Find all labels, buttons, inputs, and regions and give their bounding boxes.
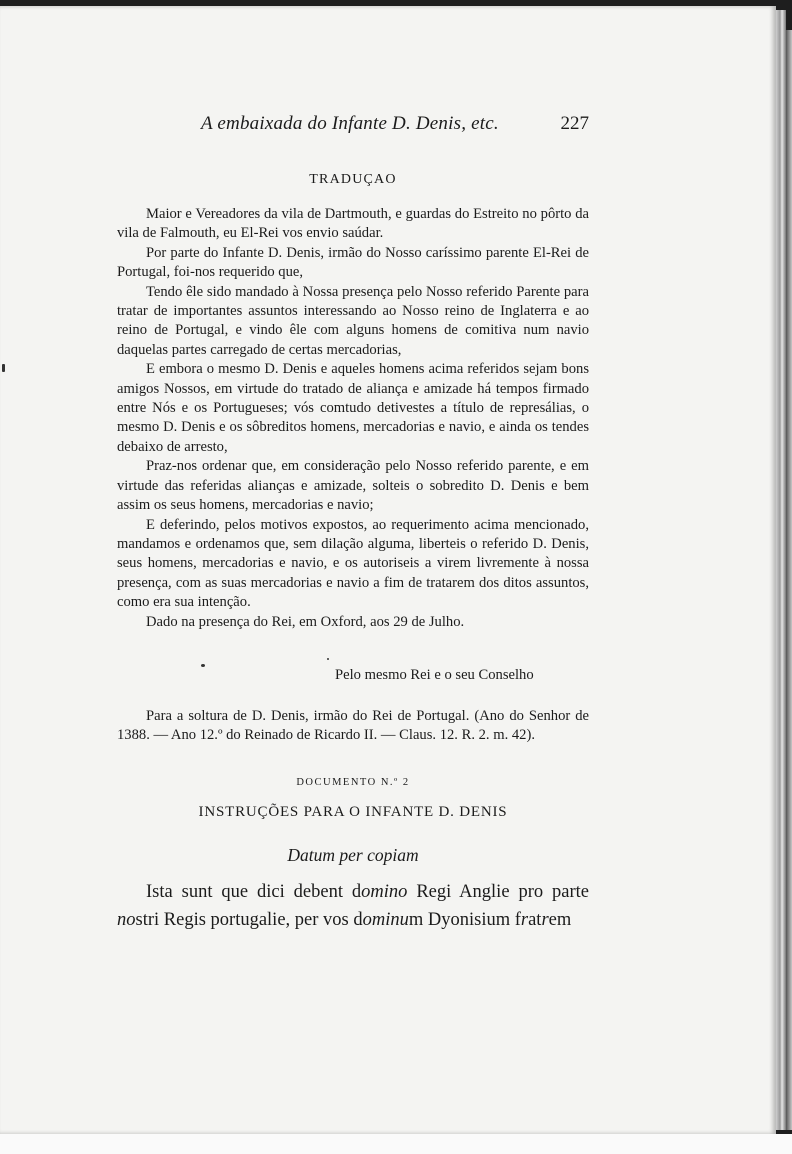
document-subtitle: Datum per copiam <box>287 845 419 865</box>
ink-speck <box>201 664 205 667</box>
paragraph: Maior e Vereadores da vila de Dartmouth, e guardas do Estreito no pôrto da vila de Falmouth, eu El-Rei vos envio saúdar. <box>117 206 589 242</box>
ink-speck <box>2 364 5 372</box>
document-heading: INSTRUÇÕES PARA O INFANTE D. DENIS <box>198 804 508 820</box>
paragraph: Por parte do Infante D. Denis, irmão do Nosso caríssimo parente El-Rei de Portugal, foi-nos requerido que, <box>117 244 589 281</box>
running-head <box>117 113 589 137</box>
page-number: 227 <box>560 113 589 134</box>
latin-text-segment: at <box>528 910 542 930</box>
latin-expansion: omino <box>361 882 408 902</box>
latin-expansion: ominu <box>362 910 409 930</box>
latin-text-segment: em <box>548 910 572 930</box>
page-edge-shadow <box>786 30 792 1130</box>
paragraph: Tendo êle sido mandado à Nossa presença pelo Nosso referido Parente para tratar de importantes assuntos interessando ao Nosso reino de Inglaterra e ao reino de Portugal, e vindo êle com alguns homens de comitiva num navio daquelas partes carregado de certas mercadorias, <box>117 283 589 358</box>
paragraph: Dado na presença do Rei, em Oxford, aos 29 de Julho. <box>146 613 465 630</box>
latin-expansion: r <box>520 910 529 930</box>
latin-expansion: no <box>117 910 136 930</box>
translation-body <box>117 205 589 632</box>
document-label: DOCUMENTO N.º 2 <box>296 777 410 788</box>
paragraph: Praz-nos ordenar que, em consideração pelo Nosso referido parente, e em virtude das referidas alianças e amizade, solteis o sobredito D. Denis e bem assim os seus homens, mercadorias e navio; <box>117 458 589 514</box>
page-bottom-margin <box>0 1134 792 1154</box>
latin-text-segment: s <box>135 910 143 930</box>
ink-speck <box>327 658 329 660</box>
archival-note <box>117 707 589 746</box>
section-title: TRADUÇAO <box>309 172 397 187</box>
note-text: Para a soltura de D. Denis, irmão do Rei de Portugal. (Ano do Senhor de 1388. — Ano 12.º do Reinado de Ricardo II. — Claus. 12. R. 2. m. 42). <box>117 708 589 744</box>
latin-text-segment: m Dyonisium f <box>408 910 521 930</box>
paragraph: E embora o mesmo D. Denis e aqueles homens acima referidos sejam bons amigos Nossos, em virtude do tratado de aliança e amizade há tempos firmado entre Nós e os Portugueses; vós comtudo detivestes a título de represálias, o mesmo D. Denis e os sôbreditos homens, mercadorias e navio, e ainda os tendes debaixo de arresto, <box>117 361 589 455</box>
signature-line: Pelo mesmo Rei e o seu Conselho <box>335 667 534 683</box>
latin-text-segment: tri Regis portugalie, per vos d <box>142 910 363 930</box>
latin-expansion: r <box>541 910 549 930</box>
paragraph: E deferindo, pelos motivos expostos, ao requerimento acima mencionado, mandamos e ordenamos que, sem dilação alguma, liberteis o referido D. Denis, seus homens, mercadorias e navio, e os autoriseis a virem livremente à nossa presença, com as suas mercadorias e navio a fim de tratarem dos ditos assuntos, como era sua intenção. <box>117 516 589 611</box>
latin-text <box>117 878 589 934</box>
latin-text-segment: Regi Anglie pro parte <box>407 882 589 902</box>
latin-paragraph <box>117 878 589 934</box>
page-edge <box>776 10 786 1130</box>
running-title: A embaixada do Infante D. Denis, etc. <box>201 113 499 134</box>
latin-text-segment: Ista sunt que dici debent d <box>146 882 362 902</box>
